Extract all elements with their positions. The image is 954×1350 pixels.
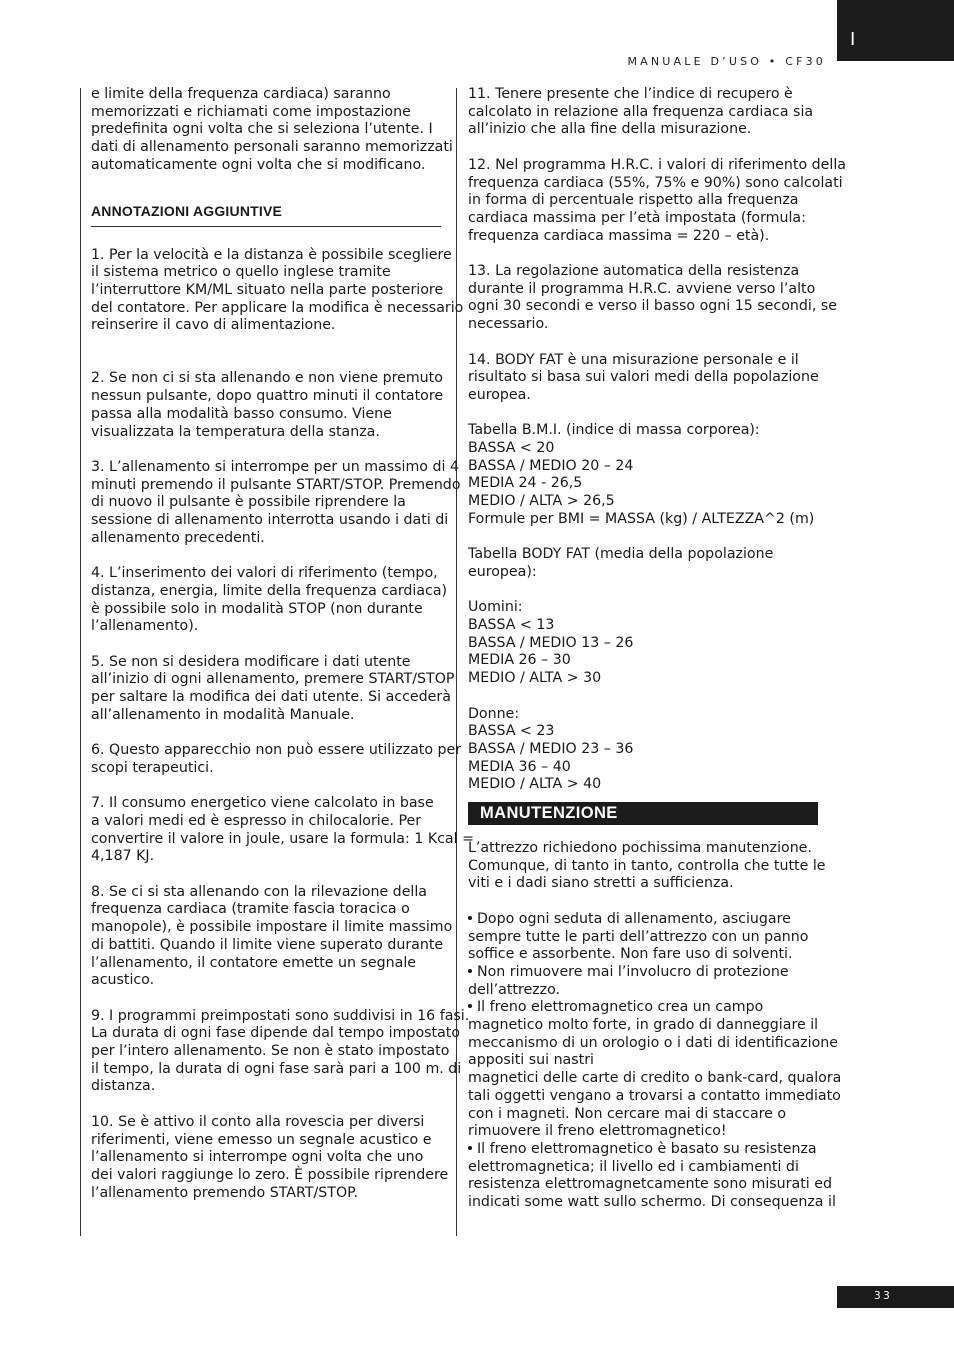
text-line (91, 317, 443, 335)
text-line (468, 840, 820, 858)
left-column-rule (80, 88, 81, 1236)
maintenance-bullet-1 (468, 911, 820, 964)
note-13 (468, 263, 837, 334)
text-line-content: elettromagnetica; il livello ed i cambiamenti di (468, 1158, 799, 1175)
text-line (91, 157, 443, 175)
text-line (468, 440, 820, 458)
text-line-content: risultato si basa sui valori medi della popolazione (468, 369, 819, 386)
text-line-content: automaticamente ogni volta che si modificano. (91, 156, 426, 173)
text-line-content: Il freno elettromagnetico è basato su resistenza (477, 1140, 817, 1157)
text-line (91, 406, 443, 424)
text-line-content: rimuovere il freno elettromagnetico! (468, 1123, 727, 1140)
text-line-content: l’allenamento si interrompe ogni volta che uno (91, 1149, 424, 1166)
note-10 (91, 1113, 449, 1203)
text-line (91, 299, 464, 318)
left-column (91, 86, 474, 1220)
text-line (91, 919, 453, 937)
page-number: 33 (874, 1290, 893, 1302)
text-line-content: Donne: (468, 705, 520, 722)
text-line (468, 964, 820, 982)
text-line-content: a valori medi ed è espresso in chilocalorie. Per (91, 812, 422, 829)
bodyfat-intro (468, 546, 820, 581)
text-line (468, 911, 820, 929)
text-line-content: L’attrezzo richiedono pochissima manutenzione. (468, 840, 812, 857)
note-14 (468, 352, 820, 405)
text-line (468, 635, 820, 653)
text-line-content: MEDIO / ALTA > 26,5 (468, 493, 615, 510)
bodyfat-women-table (468, 706, 820, 795)
text-line-content: l’allenamento premendo START/STOP. (91, 1184, 358, 1201)
text-line (468, 174, 843, 193)
text-line (468, 369, 820, 387)
note-8 (91, 883, 453, 990)
text-line (91, 795, 443, 813)
text-line-content: ogni 30 secondi e verso il basso ogni 15 secondi, se (468, 298, 837, 315)
text-line (468, 929, 820, 947)
text-line (91, 689, 451, 707)
section-heading-annotazioni: ANNOTAZIONI AGGIUNTIVE (91, 202, 441, 227)
bullet-dot-icon (468, 916, 472, 920)
text-line (91, 813, 443, 831)
text-line-content: 4,187 KJ. (91, 848, 155, 865)
text-line-content: con i magneti. Non cercare mai di staccare o (468, 1105, 787, 1122)
text-line-content: il tempo, la durata di ogni fase sarà pari a 100 m. di (91, 1060, 462, 1077)
text-line-content: soffice e assorbente. Non fare uso di solventi. (468, 946, 793, 963)
right-column (468, 86, 846, 1212)
text-line (91, 1149, 443, 1167)
note-12 (468, 156, 846, 246)
text-line (468, 1141, 820, 1159)
text-line-content: La durata di ogni fase dipende dal tempo impostato (91, 1025, 461, 1042)
text-line (468, 1176, 832, 1194)
text-line-content: Tabella BODY FAT (media della popolazione (468, 546, 774, 563)
text-line (91, 282, 443, 300)
text-line-content: 11. Tenere presente che l’indice di recupero è (468, 86, 793, 102)
text-line-content: BASSA / MEDIO 20 – 24 (468, 457, 634, 474)
text-line (468, 86, 820, 104)
text-line (468, 999, 820, 1017)
text-line-content: viti e i dadi siano stretti a sufficienza. (468, 875, 734, 892)
text-line-content: visualizzata la temperatura della stanza. (91, 423, 380, 440)
text-line-content: all’inizio che alla fine della misurazione. (468, 121, 752, 138)
text-line-content: dell’attrezzo. (468, 981, 561, 998)
text-line-content: reinserire il cavo di alimentazione. (91, 317, 336, 334)
text-line-content: 13. La regolazione automatica della resistenza (468, 263, 800, 279)
text-line-content: MEDIA 26 – 30 (468, 652, 571, 669)
text-line (468, 281, 820, 299)
text-line (468, 387, 820, 405)
text-line-content: MEDIA 36 – 40 (468, 758, 571, 775)
text-line-content: 7. Il consumo energetico viene calcolato in base (91, 795, 434, 812)
text-line-content: di nuovo il pulsante è possibile riprendere la (91, 494, 406, 511)
text-line-content: memorizzati e richiamati come impostazione (91, 103, 411, 120)
text-line-content: predefinita ogni volta che si seleziona l’utente. I (91, 121, 433, 138)
text-line (468, 741, 820, 759)
bmi-table (468, 422, 820, 528)
text-line (468, 493, 820, 511)
text-line-content: 10. Se è attivo il conto alla rovescia per diversi (91, 1113, 425, 1130)
text-line-content: sessione di allenamento interrotta usando i dati di (91, 512, 449, 529)
text-line (468, 511, 820, 529)
text-line-content: Tabella B.M.I. (indice di massa corporea): (468, 422, 760, 439)
text-line (91, 530, 443, 548)
text-line-content: magnetici delle carte di credito o bank-card, qualora (468, 1070, 842, 1087)
text-line (468, 564, 820, 582)
maintenance-bullet-3 (468, 999, 842, 1141)
text-line (468, 1106, 820, 1124)
text-line-content: BASSA / MEDIO 13 – 26 (468, 634, 634, 651)
text-line (91, 582, 448, 601)
text-line (91, 1025, 461, 1043)
text-line (91, 1132, 443, 1150)
text-line-content: BASSA < 20 (468, 440, 555, 456)
text-line-content: europea): (468, 563, 537, 580)
text-line (91, 848, 443, 866)
text-line (468, 875, 820, 893)
text-line (468, 1070, 842, 1088)
text-line-content: calcolato in relazione alla frequenza cardiaca sia (468, 103, 814, 120)
bullet-dot-icon (468, 1146, 472, 1150)
maintenance-intro (468, 840, 826, 893)
text-line (468, 670, 820, 688)
text-line (91, 1043, 450, 1061)
text-line-content: 12. Nel programma H.R.C. i valori di riferimento della (468, 156, 846, 173)
text-line-content: l’allenamento). (91, 618, 199, 635)
text-line (468, 1034, 838, 1053)
text-line (91, 121, 443, 139)
text-line-content: 5. Se non si desidera modificare i dati utente (91, 653, 411, 670)
text-line-content: minuti premendo il pulsante START/STOP. Premendo (91, 476, 461, 493)
text-line-content: frequenza cardiaca massima = 220 – età). (468, 227, 770, 244)
text-line-content: appositi sui nastri (468, 1052, 594, 1069)
text-line-content: Dopo ogni seduta di allenamento, asciugare (477, 910, 791, 927)
text-line-content: acustico. (91, 972, 155, 989)
text-line (468, 857, 826, 876)
text-line (468, 210, 820, 228)
text-line-content: 4. L’inserimento dei valori di riferimento (tempo, (91, 565, 438, 582)
text-line (91, 458, 459, 477)
text-line-content: frequenza cardiaca (tramite fascia toracica o (91, 901, 410, 918)
text-line (468, 1087, 841, 1106)
text-line-content: l’interruttore KM/ML situato nella parte posteriore (91, 281, 444, 298)
text-line (91, 264, 443, 282)
text-line-content: indicati some watt sullo schermo. Di consequenza il (468, 1194, 836, 1211)
text-line (468, 652, 820, 670)
text-line (91, 618, 443, 636)
text-line (468, 298, 837, 316)
maintenance-bullet-4 (468, 1140, 836, 1212)
text-line-content: dei valori raggiunge lo zero. È possibile riprendere (91, 1166, 449, 1183)
text-line (91, 742, 462, 760)
text-line-content: dati di allenamento personali saranno memorizzati (91, 139, 453, 156)
text-line (468, 475, 820, 493)
note-9 (91, 1007, 470, 1097)
maintenance-bullet-2 (468, 964, 820, 999)
text-line-content: allenamento precedenti. (91, 529, 265, 546)
text-line-content: manopole), è possibile impostare il limite massimo (91, 919, 453, 936)
text-line (468, 617, 820, 635)
text-line (468, 121, 820, 139)
text-line (91, 86, 443, 104)
text-line-content: all’allenamento in modalità Manuale. (91, 706, 355, 723)
text-line (468, 982, 820, 1000)
text-line (91, 601, 443, 619)
text-line-content: BASSA < 23 (468, 723, 555, 740)
text-line (468, 946, 820, 964)
text-line (91, 424, 443, 442)
text-line (468, 422, 820, 440)
spacer (91, 353, 443, 371)
text-line (91, 972, 443, 990)
text-line (91, 139, 453, 157)
text-line (91, 901, 443, 919)
text-line-content: sempre tutte le parti dell’attrezzo con un panno (468, 928, 809, 945)
text-line (468, 263, 820, 281)
text-line (91, 246, 452, 265)
intro-paragraph (91, 86, 453, 175)
text-line (91, 476, 461, 495)
note-6 (91, 742, 462, 777)
text-line (91, 1185, 443, 1203)
text-line-content: distanza, energia, limite della frequenza cardiaca) (91, 582, 448, 599)
bodyfat-men-table (468, 599, 820, 688)
text-line (91, 760, 443, 778)
text-line-content: BASSA / MEDIO 23 – 36 (468, 740, 634, 757)
text-line (468, 759, 820, 777)
text-line-content: 14. BODY FAT è una misurazione personale e il (468, 351, 799, 368)
bullet-dot-icon (468, 969, 472, 973)
text-line (91, 1060, 462, 1079)
text-line-content: passa alla modalità basso consumo. Viene (91, 405, 392, 422)
text-line-content: all’inizio di ogni allenamento, premere START/STOP (91, 671, 455, 688)
language-tab-label: I (850, 29, 856, 50)
note-4 (91, 565, 448, 636)
text-line (468, 776, 820, 794)
text-line (468, 458, 820, 476)
text-line-content: MEDIO / ALTA > 40 (468, 776, 602, 793)
note-1 (91, 246, 464, 336)
text-line-content: frequenza cardiaca (55%, 75% e 90%) sono calcolati (468, 174, 843, 191)
text-line-content: in forma di percentuale rispetto alla frequenza (468, 192, 799, 209)
language-tab (837, 0, 954, 61)
note-5 (91, 653, 455, 725)
running-header: MANUALE D’USO • CF30 (627, 55, 826, 68)
text-line-content: Il freno elettromagnetico crea un campo (477, 999, 764, 1016)
text-line (468, 1123, 820, 1141)
text-line (91, 370, 443, 388)
text-line (468, 156, 846, 175)
note-11 (468, 86, 820, 139)
text-line-content: di battiti. Quando il limite viene superato durante (91, 936, 444, 953)
text-line-content: cardiaca massima per l’età impostata (formula: (468, 209, 806, 226)
text-line (91, 512, 449, 530)
text-line (468, 228, 820, 246)
text-line-content: MEDIO / ALTA > 30 (468, 670, 602, 687)
text-line-content: 6. Questo apparecchio non può essere utilizzato per (91, 742, 462, 759)
text-line-content: l’allenamento, il contatore emette un segnale (91, 954, 416, 971)
text-line (91, 937, 443, 955)
note-7 (91, 795, 474, 866)
text-line-content: scopi terapeutici. (91, 759, 214, 776)
text-line (91, 565, 443, 583)
text-line-content: convertire il valore in joule, usare la formula: 1 Kcal = (91, 830, 474, 847)
text-line (468, 599, 820, 617)
text-line-content: resistenza elettromagnetcamente sono misurati ed (468, 1176, 832, 1193)
text-line (468, 1052, 820, 1070)
text-line (91, 494, 443, 512)
text-line-content: del contatore. Per applicare la modifica è necessario (91, 299, 464, 316)
text-line (468, 1194, 836, 1212)
text-line (91, 104, 443, 122)
text-line-content: distanza. (91, 1078, 156, 1095)
section-heading-manutenzione: MANUTENZIONE (468, 802, 818, 825)
text-line-content: nessun pulsante, dopo quattro minuti il contatore (91, 388, 444, 405)
text-line-content: è possibile solo in modalità STOP (non durante (91, 600, 423, 617)
text-line-content: meccanismo di un orologio o i dati di identificazione (468, 1034, 838, 1051)
text-line (91, 1166, 449, 1185)
text-line (468, 1159, 820, 1177)
text-line (91, 707, 443, 725)
note-3 (91, 458, 461, 548)
text-line-content: tali oggetti vengano a trovarsi a contatto immediato (468, 1087, 841, 1104)
text-line (91, 1007, 470, 1026)
text-line-content: per saltare la modifica dei dati utente. Si accederà (91, 689, 451, 706)
text-line (91, 388, 443, 406)
text-line-content: 8. Se ci si sta allenando con la rilevazione della (91, 883, 427, 900)
page-number-tab (837, 1286, 954, 1308)
text-line-content: e limite della frequenza cardiaca) saranno (91, 86, 391, 102)
text-line-content: europea. (468, 386, 531, 403)
text-line (91, 1114, 443, 1132)
text-line (468, 192, 820, 210)
text-line-content: necessario. (468, 316, 549, 333)
text-line-content: durante il programma H.R.C. avviene verso l’alto (468, 280, 816, 297)
text-line (468, 723, 820, 741)
text-line (468, 352, 820, 370)
text-line-content: 9. I programmi preimpostati sono suddivisi in 16 fasi. (91, 1007, 470, 1024)
text-line-content: Non rimuovere mai l’involucro di protezione (477, 963, 789, 980)
text-line (91, 671, 455, 689)
text-line-content: Formule per BMI = MASSA (kg) / ALTEZZA^2 (m) (468, 510, 815, 527)
text-line (91, 654, 443, 672)
text-line-content: BASSA < 13 (468, 617, 555, 633)
text-line (468, 104, 820, 122)
text-line (91, 955, 443, 973)
text-line-content: Uomini: (468, 599, 523, 616)
bullet-dot-icon (468, 1004, 472, 1008)
text-line-content: riferimenti, viene emesso un segnale acustico e (91, 1131, 432, 1148)
text-line-content: magnetico molto forte, in grado di danneggiare il (468, 1017, 819, 1034)
text-line (468, 1017, 820, 1035)
note-2 (91, 370, 443, 441)
text-line-content: il sistema metrico o quello inglese tramite (91, 264, 391, 281)
text-line (91, 1078, 443, 1096)
text-line-content: Comunque, di tanto in tanto, controlla che tutte le (468, 857, 826, 874)
text-line-content: 2. Se non ci si sta allenando e non viene premuto (91, 370, 443, 387)
text-line (91, 884, 443, 902)
text-line (91, 830, 474, 849)
text-line (468, 706, 820, 724)
text-line-content: 1. Per la velocità e la distanza è possibile scegliere (91, 246, 452, 263)
text-line (468, 316, 820, 334)
text-line-content: 3. L’allenamento si interrompe per un massimo di 4 (91, 458, 459, 475)
text-line-content: MEDIA 24 - 26,5 (468, 475, 583, 492)
text-line (468, 546, 820, 564)
text-line-content: per l’intero allenamento. Se non è stato impostato (91, 1043, 450, 1060)
